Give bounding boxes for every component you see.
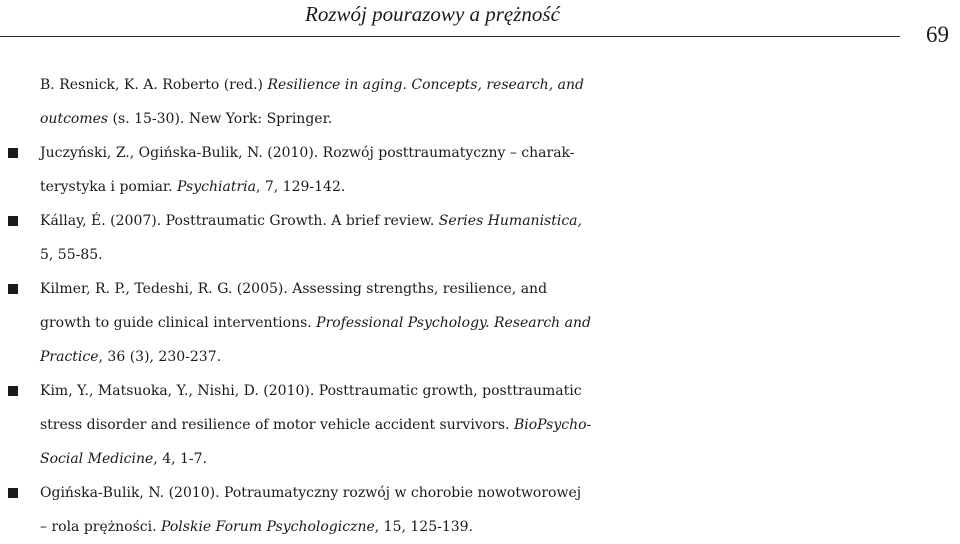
reference-line	[40, 170, 920, 204]
reference-title-text: Resilience in aging. Concepts, research, and	[267, 77, 584, 93]
reference-title-text: outcomes	[40, 111, 109, 127]
reference-line	[40, 238, 920, 272]
reference-title-text: Professional Psychology. Research and	[316, 315, 591, 331]
reference-text: , 36 (3), 230-237.	[98, 349, 222, 365]
reference-title-text: BioPsycho-	[513, 417, 592, 433]
reference-line	[40, 408, 920, 442]
reference-line	[40, 102, 920, 136]
running-head-title: Rozwój pourazowy a prężność	[305, 2, 560, 26]
reference-entry	[0, 374, 920, 476]
reference-line	[40, 272, 920, 306]
reference-text: growth to guide clinical interventions.	[40, 315, 317, 331]
reference-line	[40, 340, 920, 374]
reference-line	[40, 204, 920, 238]
reference-line	[40, 68, 920, 102]
reference-list	[0, 68, 920, 544]
reference-text: , 15, 125-139.	[374, 519, 474, 535]
reference-entry	[0, 204, 920, 272]
reference-title-text: Polskie Forum Psychologiczne	[161, 519, 375, 535]
square-bullet-icon	[8, 148, 18, 158]
reference-text: 5, 55-85.	[40, 247, 103, 263]
page-number: 69	[926, 22, 949, 47]
reference-text: – rola prężności.	[40, 519, 162, 535]
reference-entry	[0, 476, 920, 544]
square-bullet-icon	[8, 386, 18, 396]
reference-text: Juczyński, Z., Ogińska-Bulik, N. (2010). Rozwój posttraumatyczny – charak-	[40, 145, 575, 161]
square-bullet-icon	[8, 488, 18, 498]
reference-line	[40, 476, 920, 510]
reference-text: stress disorder and resilience of motor vehicle accident survivors.	[40, 417, 514, 433]
reference-text: Kállay, É. (2007). Posttraumatic Growth. A brief review.	[40, 213, 439, 229]
header-rule	[0, 36, 900, 37]
reference-title-text: Series Humanistica,	[438, 213, 582, 229]
reference-line	[40, 136, 920, 170]
reference-line	[40, 442, 920, 476]
square-bullet-icon	[8, 216, 18, 226]
reference-text: Kilmer, R. P., Tedeshi, R. G. (2005). Assessing strengths, resilience, and	[40, 281, 548, 297]
reference-line	[40, 306, 920, 340]
reference-text: , 7, 129-142.	[255, 179, 346, 195]
reference-text: Kim, Y., Matsuoka, Y., Nishi, D. (2010). Posttraumatic growth, posttraumatic	[40, 383, 582, 399]
reference-line	[40, 374, 920, 408]
reference-entry	[0, 68, 920, 136]
reference-title-text: Social Medicine	[40, 451, 154, 467]
reference-text: (s. 15-30). New York: Springer.	[108, 111, 333, 127]
reference-entry	[0, 272, 920, 374]
reference-text: B. Resnick, K. A. Roberto (red.)	[40, 77, 268, 93]
reference-text: terystyka i pomiar.	[40, 179, 177, 195]
reference-title-text: Practice	[40, 349, 99, 365]
reference-text: , 4, 1-7.	[153, 451, 207, 467]
square-bullet-icon	[8, 284, 18, 294]
reference-text: Ogińska-Bulik, N. (2010). Potraumatyczny rozwój w chorobie nowotworowej	[40, 485, 582, 501]
reference-entry	[0, 136, 920, 204]
reference-title-text: Psychiatria	[177, 179, 256, 195]
